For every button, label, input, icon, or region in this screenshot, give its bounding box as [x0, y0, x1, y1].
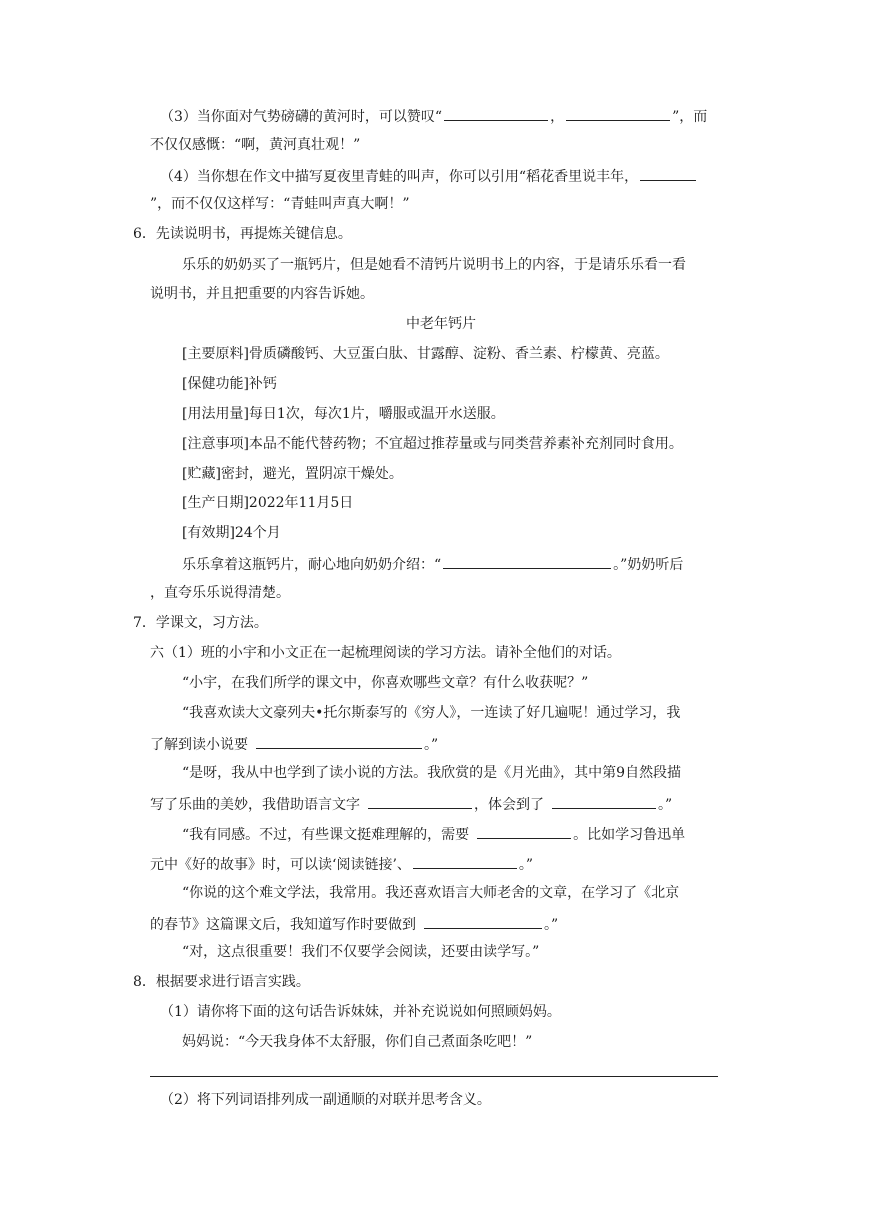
q8-title: 8．根据要求进行语言实践。 [133, 974, 310, 990]
q5-item3-text-b: ”，而 [672, 109, 708, 125]
dialogue-4-text-a: “我有同感。不过，有些课文挺难理解的，需要 [182, 827, 470, 843]
q5-item3-sep: ， [550, 109, 565, 125]
dialogue-2-line2 [150, 733, 438, 753]
dialogue-4-text-b: 。比如学习鲁迅单 [573, 827, 686, 843]
dialogue-5-text-c: 。” [544, 917, 559, 933]
q8-item1-quote: 妈妈说：“今天我身体不太舒服，你们自己煮面条吃吧！” [182, 1034, 533, 1050]
q6-answer-text-b: 。”奶奶听后 [613, 557, 684, 573]
answer-blank[interactable] [368, 793, 472, 809]
dialogue-5-text-b: 的春节》这篇课文后，我知道写作时要做到 [150, 917, 416, 933]
q6-title: 6．先读说明书，再提炼关键信息。 [133, 226, 352, 242]
expiry-line: [有效期]24个月 [182, 525, 281, 541]
dialogue-4-text-d: 。” [518, 857, 534, 873]
dialogue-1: “小宇，在我们所学的课文中，你喜欢哪些文章？有什么收获呢？” [182, 675, 589, 691]
q6-answer-line2: ，直夸乐乐说得清楚。 [150, 585, 290, 601]
q5-item3-line2: 不仅仅感慨：“啊，黄河真壮观！” [150, 137, 361, 153]
answer-blank[interactable] [443, 553, 611, 569]
answer-blank[interactable] [640, 165, 696, 181]
dialogue-3-text-d: 。” [658, 797, 673, 813]
answer-blank[interactable] [444, 105, 548, 121]
dialogue-3-text-b: 写了乐曲的美妙，我借助语言文字 [150, 797, 360, 813]
q5-item4-line1 [160, 165, 698, 185]
dialogue-3-text-c: ，体会到了 [474, 797, 544, 813]
dialogue-5-line2 [150, 913, 558, 933]
q8-item1: （1）请你将下面的这句话告诉妹妹，并补充说说如何照顾妈妈。 [160, 1004, 561, 1020]
dialogue-4-line1 [182, 823, 685, 843]
q6-answer-text-a: 乐乐拿着这瓶钙片，耐心地向奶奶介绍：“ [182, 557, 442, 573]
dialogue-4-text-c: 元中《好的故事》时，可以读‘阅读链接’、 [150, 857, 411, 873]
function-line: [保健功能]补钙 [182, 376, 277, 392]
answer-blank[interactable] [413, 853, 517, 869]
q5-item3-text-a: （3）当你面对气势磅礴的黄河时，可以赞叹“ [160, 109, 443, 125]
answer-blank[interactable] [424, 913, 542, 929]
q7-intro: 六（1）班的小宇和小文正在一起梳理阅读的学习方法。请补全他们的对话。 [150, 645, 621, 661]
q6-intro-line2: 说明书，并且把重要的内容告诉她。 [150, 286, 374, 302]
dialogue-3-line1: “是呀，我从中也学到了读小说的方法。我欣赏的是《月光曲》，其中第9自然段描 [182, 765, 682, 781]
q5-item3-line1 [160, 105, 707, 125]
dialogue-6: “对，这点很重要！我们不仅要学会阅读，还要由读学写。” [182, 944, 540, 960]
q5-item4-line2: ”，而不仅仅这样写：“青蛙叫声真大啊！” [150, 196, 410, 212]
dialogue-5-line1: “你说的这个难文学法，我常用。我还喜欢语言大师老舍的文章，在学习了《北京 [182, 885, 680, 901]
q8-item2: （2）将下列词语排列成一副通顺的对联并思考含义。 [160, 1092, 491, 1108]
dialogue-4-line2 [150, 853, 533, 873]
storage-line: [贮藏]密封，避光，置阴凉干燥处。 [182, 466, 403, 482]
product-title: 中老年钙片 [406, 316, 476, 332]
dialogue-2-text-c: 。” [424, 737, 439, 753]
dialogue-2-text-b: 了解到读小说要 [150, 737, 248, 753]
q5-item4-text-a: （4）当你想在作文中描写夏夜里青蛙的叫声，你可以引用“稻花香里说丰年， [160, 169, 639, 185]
answer-blank[interactable] [566, 105, 670, 121]
caution-line: [注意事项]本品不能代替药物；不宜超过推荐量或与同类营养素补充剂同时食用。 [182, 436, 683, 452]
q7-title: 7．学课文，习方法。 [133, 615, 268, 631]
answer-line[interactable] [150, 1076, 718, 1077]
answer-blank[interactable] [477, 823, 571, 839]
dialogue-3-line2 [150, 793, 672, 813]
answer-blank[interactable] [552, 793, 656, 809]
answer-blank[interactable] [256, 733, 422, 749]
production-date-line: [生产日期]2022年11月5日 [182, 495, 354, 511]
q6-answer-line1 [182, 553, 683, 573]
q6-intro-line1: 乐乐的奶奶买了一瓶钙片，但是她看不清钙片说明书上的内容，于是请乐乐看一看 [182, 257, 686, 273]
dosage-line: [用法用量]每日1次，每次1片，嚼服或温开水送服。 [182, 406, 505, 422]
ingredients-line: [主要原料]骨质磷酸钙、大豆蛋白肽、甘露醇、淀粉、香兰素、柠檬黄、亮蓝。 [182, 346, 669, 362]
dialogue-2-line1: “我喜欢读大文豪列夫•托尔斯泰写的《穷人》，一连读了好几遍呢！通过学习，我 [182, 705, 681, 721]
